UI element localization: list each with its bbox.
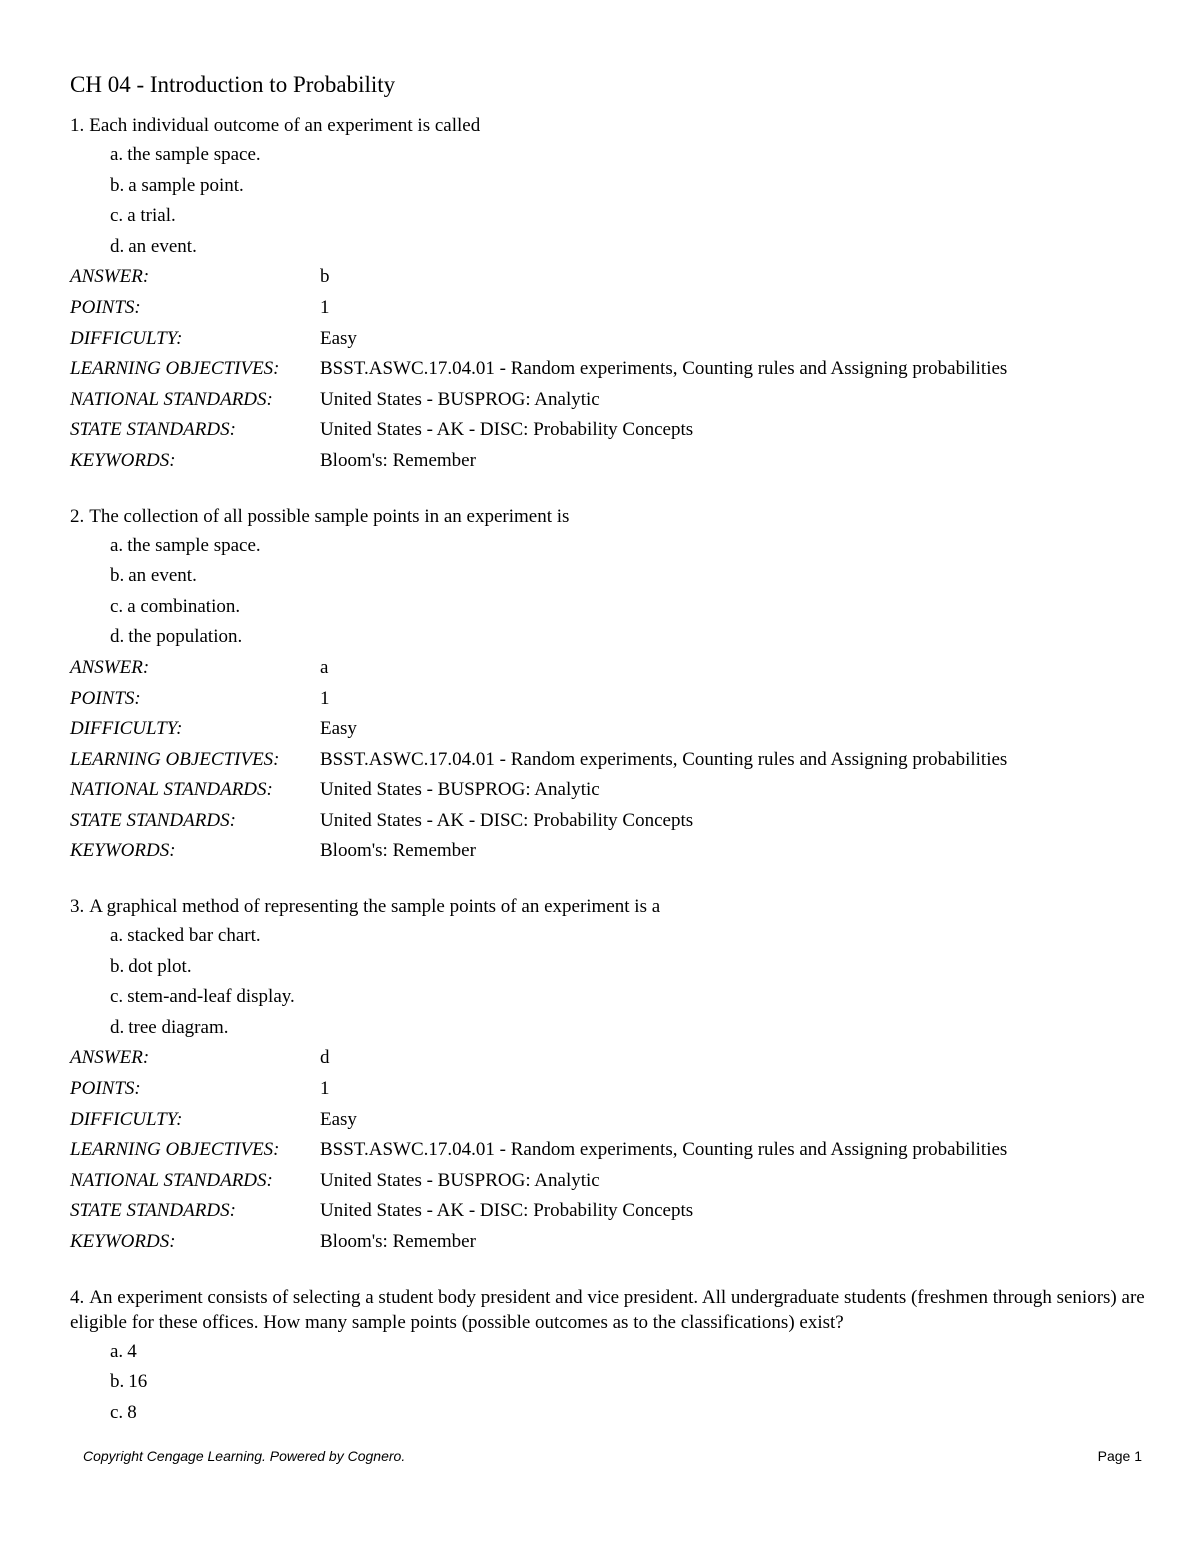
choice-b	[70, 561, 1150, 592]
points-value: 1	[320, 296, 330, 318]
choice-list	[70, 1337, 1150, 1429]
question-metadata	[70, 653, 1150, 867]
question-number: 4.	[70, 1286, 85, 1308]
keywords-value: Bloom's: Remember	[320, 1231, 476, 1252]
choice-b	[70, 171, 1150, 202]
choice-text: 16	[128, 1371, 148, 1393]
question-stem	[70, 108, 1150, 140]
answer-label: ANSWER:	[70, 266, 150, 288]
choice-c	[70, 592, 1150, 623]
points-row	[70, 684, 1150, 715]
difficulty-label: DIFFICULTY:	[70, 327, 183, 349]
choice-text: the population.	[128, 626, 243, 648]
difficulty-row	[70, 1105, 1150, 1136]
difficulty-value: Easy	[320, 718, 357, 740]
learning-objectives-label: LEARNING OBJECTIVES:	[70, 1139, 280, 1161]
state-standards-row	[70, 806, 1150, 837]
choice-text: the sample space.	[127, 534, 261, 556]
question-stem	[70, 499, 1150, 531]
choice-text: the sample space.	[127, 144, 261, 165]
choice-text: a combination.	[127, 595, 241, 617]
keywords-row	[70, 1227, 1150, 1258]
answer-value: d	[320, 1047, 330, 1069]
points-label: POINTS:	[70, 687, 141, 709]
choice-a	[70, 140, 1150, 171]
choice-text: stacked bar chart.	[127, 925, 261, 947]
page-footer	[83, 1446, 1142, 1466]
keywords-label: KEYWORDS:	[70, 840, 176, 862]
choice-letter: b.	[110, 1371, 125, 1393]
points-row	[70, 293, 1150, 324]
points-label: POINTS:	[70, 296, 141, 318]
state-standards-label: STATE STANDARDS:	[70, 419, 236, 441]
choice-letter: c.	[110, 986, 124, 1008]
national-standards-label: NATIONAL STANDARDS:	[70, 1169, 273, 1191]
difficulty-row	[70, 714, 1150, 745]
choice-c	[70, 1398, 1150, 1429]
choice-letter: b.	[110, 565, 125, 587]
question-metadata	[70, 1043, 1150, 1257]
learning-objectives-row	[70, 745, 1150, 776]
choice-letter: c.	[110, 595, 124, 617]
question-metadata	[70, 262, 1150, 476]
choice-text: stem-and-leaf display.	[127, 986, 295, 1008]
choice-d	[70, 622, 1150, 653]
choice-list	[70, 531, 1150, 653]
answer-row	[70, 262, 1150, 293]
answer-row	[70, 653, 1150, 684]
choice-letter: c.	[110, 1401, 124, 1423]
choice-text: 8	[127, 1401, 137, 1423]
national-standards-row	[70, 775, 1150, 806]
state-standards-row	[70, 1196, 1150, 1227]
learning-objectives-row	[70, 354, 1150, 385]
points-row	[70, 1074, 1150, 1105]
learning-objectives-label: LEARNING OBJECTIVES:	[70, 358, 280, 380]
page-number: Page 1	[1097, 1448, 1142, 1464]
choice-text: an event.	[128, 235, 197, 257]
question-number: 1.	[70, 115, 85, 136]
difficulty-row	[70, 324, 1150, 355]
choice-b	[70, 952, 1150, 983]
choice-c	[70, 982, 1150, 1013]
learning-objectives-value: BSST.ASWC.17.04.01 - Random experiments, Counting rules and Assigning probabilities	[320, 748, 1008, 770]
choice-text: a trial.	[127, 205, 176, 227]
difficulty-label: DIFFICULTY:	[70, 718, 183, 740]
choice-letter: a.	[110, 534, 124, 556]
choice-text: tree diagram.	[128, 1016, 229, 1038]
national-standards-value: United States - BUSPROG: Analytic	[320, 779, 600, 801]
question-stem	[70, 889, 1150, 921]
state-standards-value: United States - AK - DISC: Probability Concepts	[320, 809, 694, 831]
question-4	[70, 1280, 1150, 1429]
keywords-row	[70, 836, 1150, 867]
choice-letter: d.	[110, 235, 125, 257]
answer-value: b	[320, 266, 330, 288]
national-standards-label: NATIONAL STANDARDS:	[70, 388, 273, 410]
learning-objectives-row	[70, 1135, 1150, 1166]
document-title: CH 04 - Introduction to Probability	[70, 72, 396, 97]
points-value: 1	[320, 687, 330, 709]
keywords-value: Bloom's: Remember	[320, 449, 476, 471]
question-number: 2.	[70, 505, 85, 527]
keywords-row	[70, 446, 1150, 477]
keywords-label: KEYWORDS:	[70, 449, 176, 471]
choice-a	[70, 531, 1150, 562]
choice-letter: d.	[110, 1016, 125, 1038]
choice-letter: a.	[110, 925, 124, 947]
answer-value: a	[320, 656, 329, 678]
answer-row	[70, 1043, 1150, 1074]
points-value: 1	[320, 1078, 330, 1100]
question-text: Each individual outcome of an experiment is called	[89, 115, 481, 136]
choice-letter: c.	[110, 205, 124, 227]
difficulty-value: Easy	[320, 327, 357, 349]
national-standards-value: United States - BUSPROG: Analytic	[320, 388, 600, 410]
question-2	[70, 499, 1150, 868]
copyright-notice: Copyright Cengage Learning. Powered by Cognero.	[83, 1448, 406, 1464]
choice-list	[70, 921, 1150, 1043]
question-3	[70, 889, 1150, 1258]
learning-objectives-value: BSST.ASWC.17.04.01 - Random experiments, Counting rules and Assigning probabilities	[320, 1139, 1008, 1161]
question-text: An experiment consists of selecting a student body president and vice president. All undergraduate students (freshmen through seniors) are eligible for these offices. How many sample points (possible outcomes as to the classifications) exist?	[70, 1286, 1145, 1333]
choice-text: dot plot.	[128, 955, 192, 977]
state-standards-label: STATE STANDARDS:	[70, 1200, 236, 1222]
keywords-value: Bloom's: Remember	[320, 840, 476, 862]
state-standards-value: United States - AK - DISC: Probability Concepts	[320, 419, 694, 441]
choice-text: 4	[127, 1340, 137, 1362]
choice-a	[70, 1337, 1150, 1368]
question-1	[70, 108, 1150, 477]
choice-d	[70, 1013, 1150, 1044]
choice-a	[70, 921, 1150, 952]
choice-letter: a.	[110, 144, 124, 165]
choice-c	[70, 201, 1150, 232]
answer-label: ANSWER:	[70, 656, 150, 678]
learning-objectives-value: BSST.ASWC.17.04.01 - Random experiments, Counting rules and Assigning probabilities	[320, 358, 1008, 380]
answer-label: ANSWER:	[70, 1047, 150, 1069]
national-standards-value: United States - BUSPROG: Analytic	[320, 1169, 600, 1191]
national-standards-label: NATIONAL STANDARDS:	[70, 779, 273, 801]
choice-list	[70, 140, 1150, 262]
question-text: The collection of all possible sample points in an experiment is	[89, 505, 570, 527]
points-label: POINTS:	[70, 1078, 141, 1100]
choice-letter: a.	[110, 1340, 124, 1362]
choice-text: a sample point.	[128, 174, 244, 196]
learning-objectives-label: LEARNING OBJECTIVES:	[70, 748, 280, 770]
national-standards-row	[70, 385, 1150, 416]
difficulty-label: DIFFICULTY:	[70, 1108, 183, 1130]
choice-letter: b.	[110, 955, 125, 977]
question-stem	[70, 1280, 1150, 1337]
national-standards-row	[70, 1166, 1150, 1197]
choice-letter: b.	[110, 174, 125, 196]
choice-text: an event.	[128, 565, 197, 587]
keywords-label: KEYWORDS:	[70, 1231, 176, 1252]
state-standards-value: United States - AK - DISC: Probability Concepts	[320, 1200, 694, 1222]
document-page	[70, 68, 1150, 1450]
state-standards-label: STATE STANDARDS:	[70, 809, 236, 831]
choice-letter: d.	[110, 626, 125, 648]
question-text: A graphical method of representing the sample points of an experiment is a	[89, 896, 661, 918]
difficulty-value: Easy	[320, 1108, 357, 1130]
choice-d	[70, 232, 1150, 263]
state-standards-row	[70, 415, 1150, 446]
question-number: 3.	[70, 896, 85, 918]
choice-b	[70, 1367, 1150, 1398]
